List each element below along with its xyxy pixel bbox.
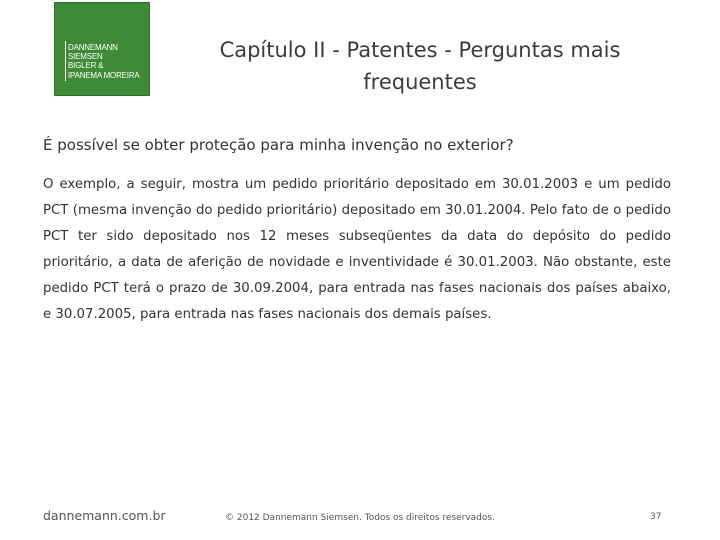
page-number: 37: [650, 512, 662, 522]
company-logo: [54, 2, 150, 96]
slide-title: Capítulo II - Patentes - Perguntas mais frequentes: [219, 38, 621, 94]
logo-divider: [65, 41, 66, 81]
logo-text: DANNEMANN SIEMSEN BIGLER & IPANEMA MOREIRA: [68, 43, 140, 80]
question-heading: É possível se obter proteção para minha invenção no exterior?: [43, 136, 514, 154]
footer-copyright: © 2012 Dannemann Siemsen. Todos os direitos reservados.: [225, 513, 495, 523]
footer-website: dannemann.com.br: [43, 508, 166, 523]
answer-paragraph: O exemplo, a seguir, mostra um pedido prioritário depositado em 30.01.2003 e um pedido PCT (mesma invenção do pedido prioritário) depositado em 30.01.2004. Pelo fato de o pedido PCT ter sido depositado nos 12 meses subseqüentes da data do depósito do pedido prioritário, a data de aferição de novidade e inventividade é 30.01.2003. Não obstante, este pedido PCT terá o prazo de 30.09.2004, para entrada nas fases nacionais dos países abaixo, e 30.07.2005, para entrada nas fases nacionais dos demais países.: [43, 177, 671, 322]
